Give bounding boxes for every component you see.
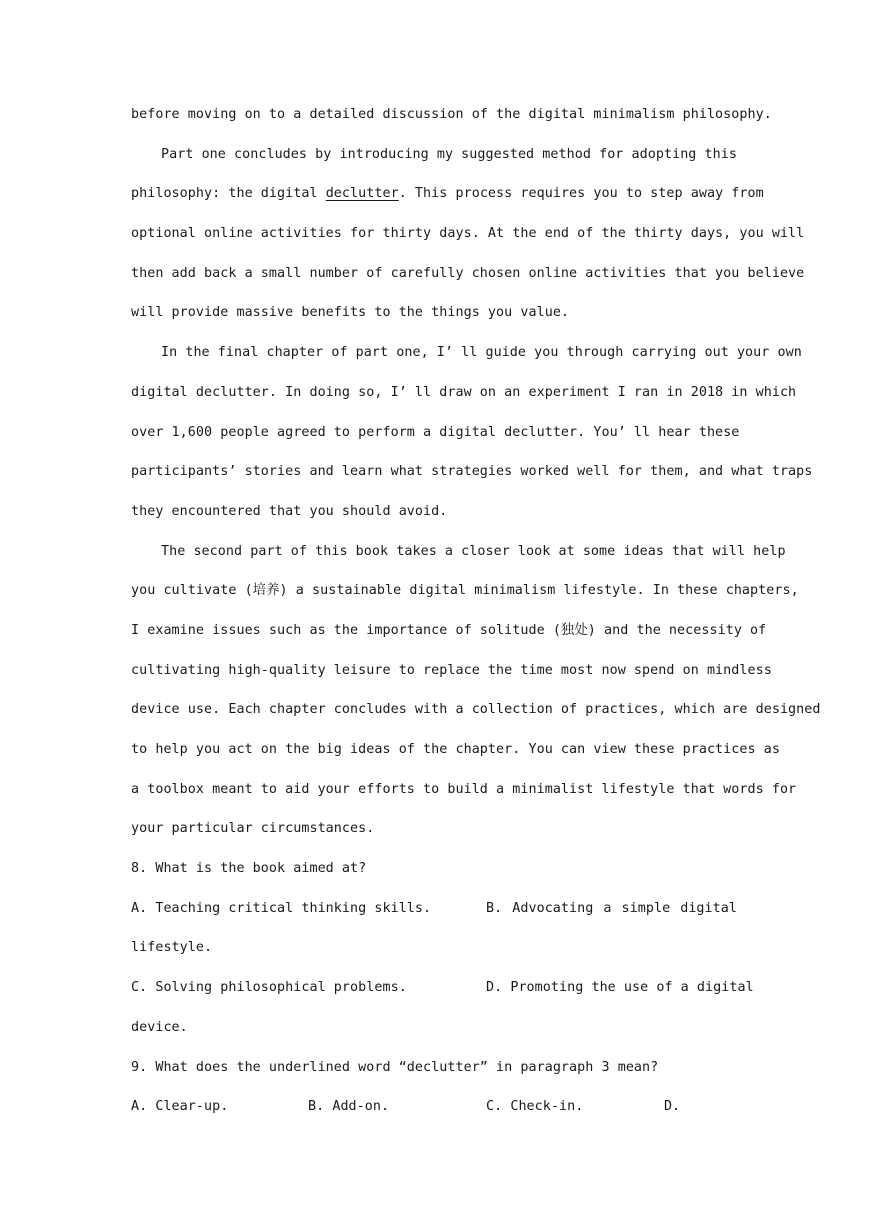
option-continuation: lifestyle. [131, 940, 213, 956]
passage-line: cultivating high-quality leisure to replace the time most now spend on mindless [131, 662, 772, 678]
passage-line: to help you act on the big ideas of the chapter. You can view these practices as [131, 742, 780, 757]
passage-line: a toolbox meant to aid your efforts to build a minimalist lifestyle that words for [131, 781, 797, 797]
passage-line: before moving on to a detailed discussion of the digital minimalism philosophy. [131, 107, 772, 122]
option-row [131, 889, 737, 929]
passage-line: In the final chapter of part one, I’ ll guide you through carrying out your own [161, 345, 802, 361]
option-d: D. [664, 1099, 681, 1115]
passage-line: Part one concludes by introducing my suggested method for adopting this [161, 146, 737, 162]
option-b: B. Add-on. [308, 1099, 390, 1115]
question-stem: 8. What is the book aimed at? [131, 861, 367, 877]
passage-line: participants’ stories and learn what strategies worked well for them, and what traps [131, 464, 813, 480]
passage-line: optional online activities for thirty days. At the end of the thirty days, you will [131, 226, 805, 242]
document-page [131, 95, 821, 1127]
option-row [131, 1087, 737, 1127]
passage-line: I examine issues such as the importance of solitude (独处) and the necessity of [131, 622, 767, 638]
option-d: D. Promoting the use of a digital [486, 980, 754, 996]
passage-line: device use. Each chapter concludes with a collection of practices, which are designed [131, 702, 821, 718]
option-row [131, 968, 754, 1008]
passage-line: then add back a small number of carefully chosen online activities that you believe [131, 265, 805, 281]
passage-line: will provide massive benefits to the things you value. [131, 305, 570, 321]
option-a: A. Clear-up. [131, 1099, 229, 1115]
option-a: A. Teaching critical thinking skills. [131, 900, 432, 916]
option-b: B. Advocating a simple digital [486, 900, 737, 916]
passage-line: you cultivate (培养) a sustainable digital minimalism lifestyle. In these chapters, [131, 583, 799, 599]
passage-line: your particular circumstances. [131, 821, 375, 837]
underlined-word: declutter [325, 186, 399, 202]
passage-line: digital declutter. In doing so, I’ ll draw on an experiment I ran in 2018 in which [131, 384, 797, 400]
passage-line: over 1,600 people agreed to perform a digital declutter. You’ ll hear these [131, 424, 740, 440]
option-continuation: device. [131, 1019, 188, 1035]
question-stem: 9. What does the underlined word “declutter” in paragraph 3 mean? [131, 1059, 659, 1075]
option-c: C. Check-in. [486, 1099, 584, 1115]
option-c: C. Solving philosophical problems. [131, 980, 407, 996]
passage-line: they encountered that you should avoid. [131, 503, 448, 519]
passage-line: The second part of this book takes a closer look at some ideas that will help [161, 543, 786, 559]
passage-line: philosophy: the digital declutter. This process requires you to step away from [131, 186, 764, 202]
